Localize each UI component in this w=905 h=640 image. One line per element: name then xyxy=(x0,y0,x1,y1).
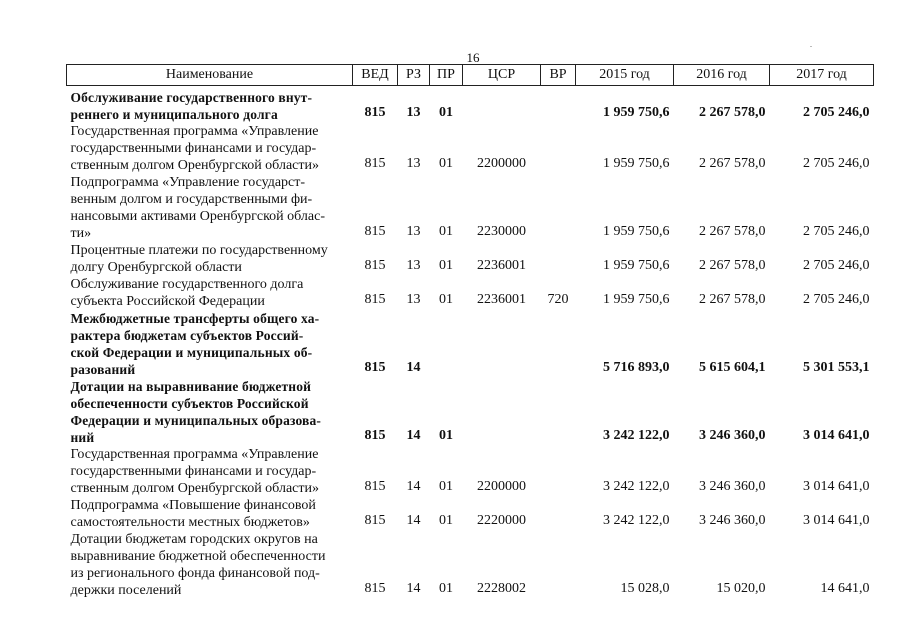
ved-cell: 815 xyxy=(364,224,386,239)
page-number: 16 xyxy=(466,50,480,65)
amount-2015-cell: 3 242 122,0 xyxy=(603,513,670,528)
amount-2015-cell: 15 028,0 xyxy=(620,581,670,596)
csr-cell xyxy=(463,86,541,124)
table-row xyxy=(67,497,874,531)
row-name-line: рактера бюджетам субъектов Россий- xyxy=(70,328,304,343)
amount-2016-cell: 3 246 360,0 xyxy=(699,479,766,494)
header-2016: 2016 год xyxy=(674,65,770,86)
row-name-line: реннего и муниципального долга xyxy=(70,107,278,122)
row-name-line: ти» xyxy=(70,226,92,241)
header-ved: ВЕД xyxy=(353,65,398,86)
table-row xyxy=(67,86,874,124)
row-name-line: нансовыми активами Оренбургской облас- xyxy=(70,209,326,224)
table-row xyxy=(67,242,874,276)
csr-cell: 2236001 xyxy=(477,292,526,307)
row-name-line: обеспеченности субъектов Российской xyxy=(70,396,309,411)
amount-2017-cell: 5 301 553,1 xyxy=(803,360,870,375)
row-name-line: венным долгом и государственными фи- xyxy=(70,192,313,207)
ved-cell: 815 xyxy=(364,513,386,528)
row-name-line: ственным долгом Оренбургской области» xyxy=(70,158,319,173)
pr-cell: 01 xyxy=(439,224,453,239)
ved-cell: 815 xyxy=(364,360,386,375)
table-body xyxy=(67,86,874,600)
row-name-line: держки поселений xyxy=(70,583,182,598)
row-name-line: разований xyxy=(70,362,136,377)
header-name: Наименование xyxy=(67,65,353,86)
vr-cell xyxy=(541,310,576,378)
row-name-cell xyxy=(67,378,353,446)
amount-2016-cell: 2 267 578,0 xyxy=(699,258,766,273)
amount-2017-cell: 3 014 641,0 xyxy=(803,479,870,494)
csr-cell xyxy=(463,310,541,378)
vr-cell xyxy=(541,242,576,276)
rz-cell: 13 xyxy=(406,105,421,120)
row-name-cell xyxy=(67,531,353,599)
amount-2016-cell: 2 267 578,0 xyxy=(699,156,766,171)
row-name-cell xyxy=(67,242,353,276)
pr-cell: 01 xyxy=(439,479,453,494)
row-name-line: Межбюджетные трансферты общего ха- xyxy=(70,311,320,326)
rz-cell: 14 xyxy=(406,479,421,494)
header-2017: 2017 год xyxy=(770,65,874,86)
csr-cell: 2220000 xyxy=(477,513,526,528)
amount-2016-cell: 2 267 578,0 xyxy=(699,224,766,239)
row-name-cell xyxy=(67,446,353,497)
csr-cell: 2200000 xyxy=(477,479,526,494)
row-name-line: Государственная программа «Управление xyxy=(70,124,319,139)
amount-2017-cell: 2 705 246,0 xyxy=(803,224,870,239)
csr-cell: 2230000 xyxy=(477,224,526,239)
pr-cell: 01 xyxy=(439,105,453,120)
amount-2017-cell: 2 705 246,0 xyxy=(803,292,870,307)
amount-2015-cell: 5 716 893,0 xyxy=(603,360,670,375)
table-row xyxy=(67,310,874,378)
csr-cell: 2236001 xyxy=(477,258,526,273)
row-name-line: ний xyxy=(70,430,95,445)
pr-cell: 01 xyxy=(439,258,453,273)
row-name-line: самостоятельности местных бюджетов» xyxy=(70,515,310,530)
row-name-cell xyxy=(67,310,353,378)
row-name-cell xyxy=(67,276,353,310)
vr-cell xyxy=(541,378,576,446)
vr-cell xyxy=(541,174,576,242)
amount-2017-cell: 2 705 246,0 xyxy=(803,156,870,171)
header-2015: 2015 год xyxy=(576,65,674,86)
row-name-cell xyxy=(67,497,353,531)
table-header-row xyxy=(67,65,874,86)
table-row xyxy=(67,174,874,242)
rz-cell: 14 xyxy=(406,428,421,443)
amount-2016-cell: 5 615 604,1 xyxy=(699,360,766,375)
row-name-cell xyxy=(67,86,353,124)
csr-cell: 2200000 xyxy=(477,156,526,171)
rz-cell: 13 xyxy=(406,258,421,273)
row-name-line: ской Федерации и муниципальных об- xyxy=(70,345,313,360)
ved-cell: 815 xyxy=(364,479,386,494)
pr-cell: 01 xyxy=(439,156,453,171)
csr-cell xyxy=(463,378,541,446)
row-name-line: Дотации бюджетам городских округов на xyxy=(70,532,318,547)
vr-cell xyxy=(541,531,576,599)
row-name-line: Дотации на выравнивание бюджетной xyxy=(70,379,312,394)
row-name-line: Процентные платежи по государственному xyxy=(70,243,328,258)
pr-cell: 01 xyxy=(439,581,453,596)
table-row xyxy=(67,123,874,174)
amount-2016-cell: 2 267 578,0 xyxy=(699,105,766,120)
scan-speck xyxy=(810,46,812,47)
vr-cell xyxy=(541,86,576,124)
row-name-line: выравнивание бюджетной обеспеченности xyxy=(70,549,326,564)
row-name-line: Федерации и муниципальных образова- xyxy=(70,413,322,428)
row-name-line: государственными финансами и государ- xyxy=(70,141,317,156)
ved-cell: 815 xyxy=(364,581,386,596)
amount-2015-cell: 1 959 750,6 xyxy=(603,156,670,171)
row-name-line: Подпрограмма «Управление государст- xyxy=(70,175,306,190)
rz-cell: 13 xyxy=(406,224,421,239)
ved-cell: 815 xyxy=(364,156,386,171)
amount-2017-cell: 2 705 246,0 xyxy=(803,258,870,273)
rz-cell: 13 xyxy=(406,292,421,307)
amount-2017-cell: 3 014 641,0 xyxy=(803,428,870,443)
row-name-line: субъекта Российской Федерации xyxy=(70,294,265,309)
amount-2015-cell: 3 242 122,0 xyxy=(603,479,670,494)
rz-cell: 14 xyxy=(406,513,421,528)
row-name-line: Государственная программа «Управление xyxy=(70,447,319,462)
ved-cell: 815 xyxy=(364,292,386,307)
ved-cell: 815 xyxy=(364,258,386,273)
amount-2016-cell: 2 267 578,0 xyxy=(699,292,766,307)
row-name-line: из регионального фонда финансовой под- xyxy=(70,566,320,581)
row-name-line: Обслуживание государственного внут- xyxy=(70,90,313,105)
header-csr: ЦСР xyxy=(463,65,541,86)
rz-cell: 13 xyxy=(406,156,421,171)
row-name-line: долгу Оренбургской области xyxy=(70,260,242,275)
header-vr: ВР xyxy=(541,65,576,86)
row-name-line: Подпрограмма «Повышение финансовой xyxy=(70,498,316,513)
vr-cell xyxy=(541,497,576,531)
amount-2015-cell: 1 959 750,6 xyxy=(603,292,670,307)
amount-2016-cell: 15 020,0 xyxy=(716,581,766,596)
row-name-cell xyxy=(67,174,353,242)
table-row xyxy=(67,276,874,310)
amount-2015-cell: 1 959 750,6 xyxy=(603,105,670,120)
table-row xyxy=(67,531,874,599)
amount-2015-cell: 1 959 750,6 xyxy=(603,258,670,273)
vr-cell xyxy=(541,123,576,174)
table-row xyxy=(67,378,874,446)
row-name-cell xyxy=(67,123,353,174)
rz-cell: 14 xyxy=(406,581,421,596)
amount-2016-cell: 3 246 360,0 xyxy=(699,428,766,443)
pr-cell: 01 xyxy=(439,513,453,528)
amount-2015-cell: 3 242 122,0 xyxy=(603,428,670,443)
amount-2015-cell: 1 959 750,6 xyxy=(603,224,670,239)
csr-cell: 2228002 xyxy=(477,581,526,596)
amount-2017-cell: 3 014 641,0 xyxy=(803,513,870,528)
pr-cell: 01 xyxy=(439,428,453,443)
ved-cell: 815 xyxy=(364,105,386,120)
amount-2016-cell: 3 246 360,0 xyxy=(699,513,766,528)
row-name-line: ственным долгом Оренбургской области» xyxy=(70,481,319,496)
table-row xyxy=(67,446,874,497)
pr-cell: 01 xyxy=(439,292,453,307)
amount-2017-cell: 2 705 246,0 xyxy=(803,105,870,120)
row-name-line: Обслуживание государственного долга xyxy=(70,277,304,292)
row-name-line: государственными финансами и государ- xyxy=(70,464,317,479)
vr-cell xyxy=(541,446,576,497)
ved-cell: 815 xyxy=(364,428,386,443)
header-pr: ПР xyxy=(430,65,463,86)
rz-cell: 14 xyxy=(406,360,421,375)
budget-table xyxy=(66,64,874,599)
vr-cell: 720 xyxy=(547,292,569,307)
pr-cell xyxy=(430,310,463,378)
amount-2017-cell: 14 641,0 xyxy=(820,581,870,596)
header-rz: РЗ xyxy=(398,65,430,86)
